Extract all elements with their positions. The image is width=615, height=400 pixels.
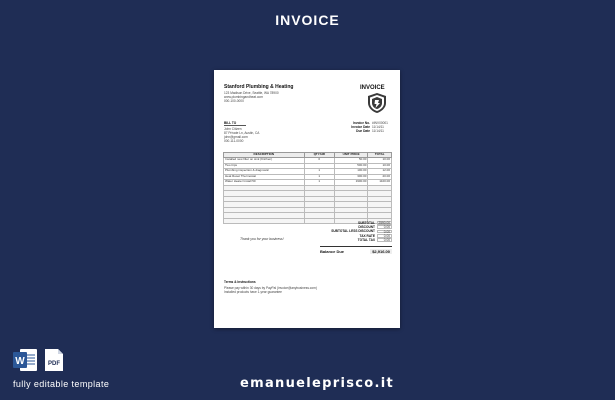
- balance-due: [320, 246, 392, 254]
- website-brand: emanueleprisco.it: [240, 376, 394, 391]
- column-header-description: DESCRIPTION: [224, 153, 305, 158]
- cell-total: 1100.00: [368, 180, 392, 186]
- invoice-meta: [342, 121, 390, 133]
- cell-description: Two trips: [224, 163, 305, 169]
- due-date-row: [342, 129, 390, 133]
- meta-value: 11/14/11: [372, 129, 384, 133]
- meta-label: Due Date: [356, 129, 370, 133]
- cell-unit-price: 50.00: [334, 158, 368, 164]
- column-header-unit-price: UNIT PRICE: [334, 153, 368, 158]
- totals-value: 0.00: [377, 230, 392, 234]
- client-email: john@gmail.com: [224, 135, 248, 139]
- word-document-icon: [12, 348, 38, 372]
- totals-label: TAX RATE: [359, 233, 375, 238]
- cell-qty: 1: [304, 174, 334, 180]
- cell-description: Installed new filter on sink (Kitchen): [224, 158, 305, 164]
- company-address: 123 Madison Drive, Seattle, WA 78900: [224, 91, 279, 95]
- document-title: INVOICE: [360, 85, 385, 91]
- terms-line: Installed products have 1-year guarantee: [224, 290, 282, 294]
- pdf-document-icon: [44, 348, 64, 372]
- balance-due-value: $2,916.00: [372, 249, 390, 254]
- cell-qty: 1: [304, 180, 334, 186]
- cell-total: 10.00: [368, 158, 392, 164]
- meta-value: 11/14/11: [372, 125, 384, 129]
- totals-label: DISCOUNT: [358, 225, 375, 230]
- cell-description: Heat Reset Thermostat: [224, 174, 305, 180]
- terms-details: [224, 286, 317, 294]
- company-name: Stanford Plumbing & Heating: [224, 84, 294, 90]
- meta-label: Invoice No.: [352, 121, 370, 125]
- totals-label: SUBTOTAL LESS DISCOUNT: [331, 229, 375, 234]
- terms-line: Please pay within 30 days by PayPal (invoice@anybusiness.com): [224, 286, 317, 290]
- cell-unit-price: 300.00: [334, 174, 368, 180]
- totals-block: [310, 221, 392, 242]
- thank-you-note: Thank you for your business!: [240, 237, 284, 241]
- line-items-table: [223, 152, 392, 224]
- totals-label: TOTAL TAX: [357, 237, 375, 242]
- bill-to-divider: [224, 125, 246, 126]
- balance-due-label: Balance Due: [320, 249, 345, 254]
- client-address: 87 Private Ln, Austin, CA: [224, 131, 260, 135]
- meta-label: Invoice Date: [351, 125, 370, 129]
- bill-to-details: [224, 127, 259, 143]
- format-icons: [12, 348, 64, 372]
- totals-value: 2590.00: [378, 221, 390, 226]
- totals-value: 0.00: [377, 225, 392, 229]
- cell-description: Plumbing inspection & diagnostic: [224, 169, 305, 175]
- terms-heading: Terms & Instructions: [224, 280, 256, 284]
- totals-value: 0.00: [377, 234, 392, 238]
- cell-description: Water Heater Install 50: [224, 180, 305, 186]
- cell-unit-price: 100.00: [334, 169, 368, 175]
- company-website: www.plumbingandheat.com: [224, 95, 263, 99]
- invoice-document: [214, 70, 400, 328]
- client-phone: 000-111-0000: [224, 139, 244, 143]
- company-details: [224, 91, 279, 103]
- shield-logo-icon: [368, 93, 386, 113]
- cell-qty: 0: [304, 158, 334, 164]
- totals-label: SUBTOTAL: [357, 221, 375, 226]
- empty-cell: [224, 218, 305, 224]
- editable-template-caption: fully editable template: [13, 379, 110, 389]
- cell-unit-price: 1900.00: [334, 180, 368, 186]
- totals-value: 0.00: [377, 238, 392, 242]
- cell-unit-price: 500.00: [334, 163, 368, 169]
- cell-qty: 1: [304, 169, 334, 175]
- pdf-icon-label: PDF: [48, 361, 60, 367]
- company-phone: 000-100-0000: [224, 99, 244, 103]
- column-header-total: TOTAL: [368, 153, 392, 158]
- bill-to-heading: BILL TO: [224, 121, 237, 125]
- cell-total: 10.00: [368, 163, 392, 169]
- word-icon-letter: W: [15, 356, 25, 367]
- banner-title: INVOICE: [275, 12, 340, 28]
- cell-total: 12.00: [368, 169, 392, 175]
- column-header-qty: QTY/HR: [304, 153, 334, 158]
- client-name: John Citizen: [224, 127, 242, 131]
- cell-total: 20.00: [368, 174, 392, 180]
- meta-value: #INV00001: [372, 121, 388, 125]
- table-body: [224, 158, 392, 224]
- total-tax-row: [310, 238, 392, 242]
